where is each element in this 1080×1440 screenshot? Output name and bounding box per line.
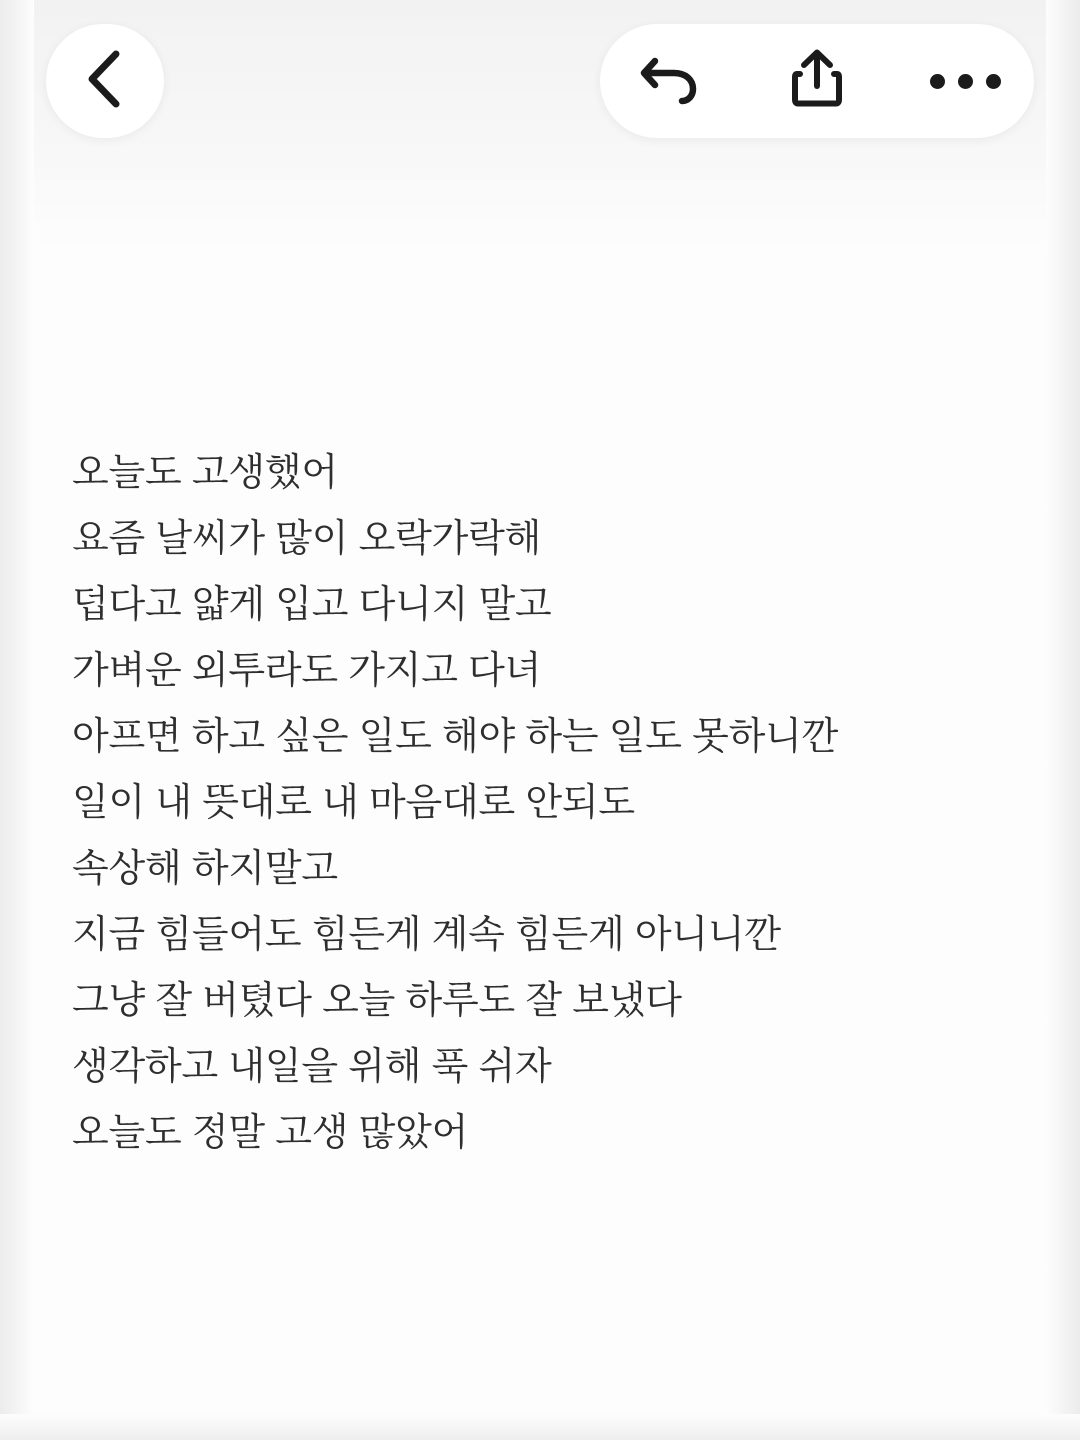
action-pill [600,24,1034,138]
share-icon [790,48,844,115]
back-button[interactable] [46,24,164,138]
left-edge-shade [0,0,34,1440]
note-line: 오늘도 고생했어 [72,452,338,494]
note-line: 속상해 하지말고 [72,848,338,890]
more-horizontal-icon [930,74,1001,89]
note-line: 요즘 날씨가 많이 오락가락해 [72,518,542,560]
right-edge-shade [1046,0,1080,1440]
note-line: 아프면 하고 싶은 일도 해야 하는 일도 못하니깐 [72,716,839,758]
more-button[interactable] [896,24,1034,138]
chevron-left-icon [82,48,128,115]
note-line: 그냥 잘 버텼다 오늘 하루도 잘 보냈다 [72,980,682,1022]
share-button[interactable] [748,24,886,138]
note-line: 가벼운 외투라도 가지고 다녀 [72,650,542,692]
note-line: 생각하고 내일을 위해 푹 쉬자 [72,1046,552,1088]
note-line: 덥다고 얇게 입고 다니지 말고 [72,584,552,626]
note-line: 일이 내 뜻대로 내 마음대로 안되도 [72,782,635,824]
note-line: 지금 힘들어도 힘든게 계속 힘든게 아니니깐 [72,914,781,956]
undo-button[interactable] [600,24,738,138]
note-body [72,440,1002,1166]
bottom-edge-shade [0,1414,1080,1440]
undo-arrow-icon [638,51,700,112]
note-line: 오늘도 정말 고생 많았어 [72,1112,469,1154]
